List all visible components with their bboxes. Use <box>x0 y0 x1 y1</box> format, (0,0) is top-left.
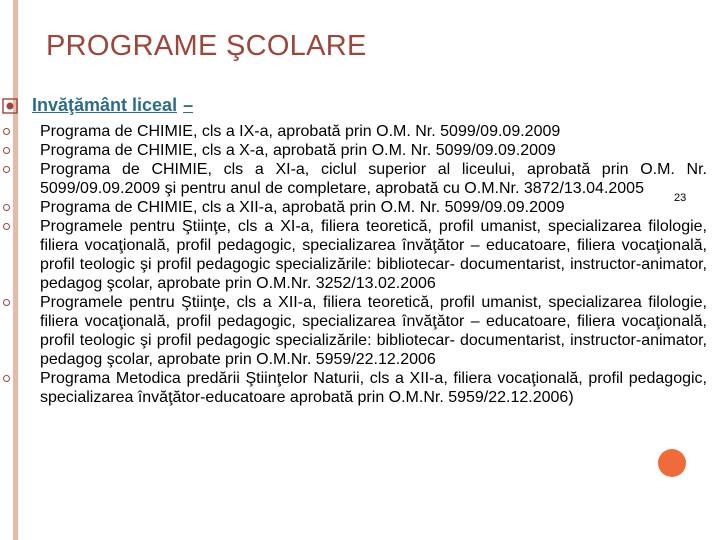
bullet-icon <box>3 299 10 306</box>
list-item-text: Programele pentru Ştiinţe, cls a XI-a, filiera teoretică, profil umanist, specializarea filologie, filiera vocaţională, profil pedagogic, specializarea învăţător – educatoare, filiera vocaţională, profil teologic şi profil pedagogic specializările: bibliotecar- documentarist, instructor-animator, pedagog şcolar, aprobate prin O.M.Nr. 3252/13.02.2006 <box>40 218 707 292</box>
heading-dash: – <box>183 95 194 115</box>
list-item-text: Programa de CHIMIE, cls a X-a, aprobată prin O.M. Nr. 5099/09.09.2009 <box>40 142 556 159</box>
list-item-text: Programa Metodica predării Ştiinţelor Naturii, cls a XII-a, filiera vocaţională, profil pedagogic, specializarea învăţător-educatoare aprobată prin O.M.Nr. 5959/22.12.2006) <box>40 370 707 406</box>
bullet-icon <box>3 166 10 173</box>
bullet-icon <box>3 375 10 382</box>
list-item <box>0 198 720 217</box>
list-item <box>0 122 720 141</box>
list-item <box>0 141 720 160</box>
list-item-text: Programele pentru Ştiinţe, cls a XII-a, filiera teoretică, profil umanist, specializarea filologie, filiera vocaţională, profil pedagogic, specializarea învăţător – educatoare, filiera vocaţională, profil teologic şi profil pedagogic specializările: bibliotecar- documentarist, instructor-animator, pedagog şcolar, aprobate prin O.M.Nr. 5959/22.12.2006 <box>40 294 707 368</box>
bullet-icon <box>3 204 10 211</box>
heading-bullet-icon <box>2 98 18 114</box>
bullet-icon <box>3 223 10 230</box>
list-item-text: Programa de CHIMIE, cls a IX-a, aprobată prin O.M. Nr. 5099/09.09.2009 <box>40 123 561 140</box>
heading-label-text: Invăţământ liceal <box>32 95 178 115</box>
slide-title: PROGRAME ŞCOLARE <box>46 30 367 62</box>
list-item <box>0 217 720 293</box>
program-list <box>0 122 720 407</box>
circle-ornament-icon <box>658 449 686 477</box>
bullet-icon <box>3 128 10 135</box>
page-number: 23 <box>674 192 687 204</box>
heading-label <box>32 95 193 116</box>
list-item <box>0 293 720 369</box>
list-item-text: Programa de CHIMIE, cls a XII-a, aprobată prin O.M. Nr. 5099/09.09.2009 <box>40 199 565 216</box>
list-item <box>0 369 720 407</box>
list-item <box>0 160 720 198</box>
list-item-text: Programa de CHIMIE, cls a XI-a, ciclul superior al liceului, aprobată prin O.M. Nr. 5099/09.09.2009 şi pentru anul de completare, aprobată cu O.M.Nr. 3872/13.04.2005 <box>40 161 707 197</box>
bullet-icon <box>3 147 10 154</box>
